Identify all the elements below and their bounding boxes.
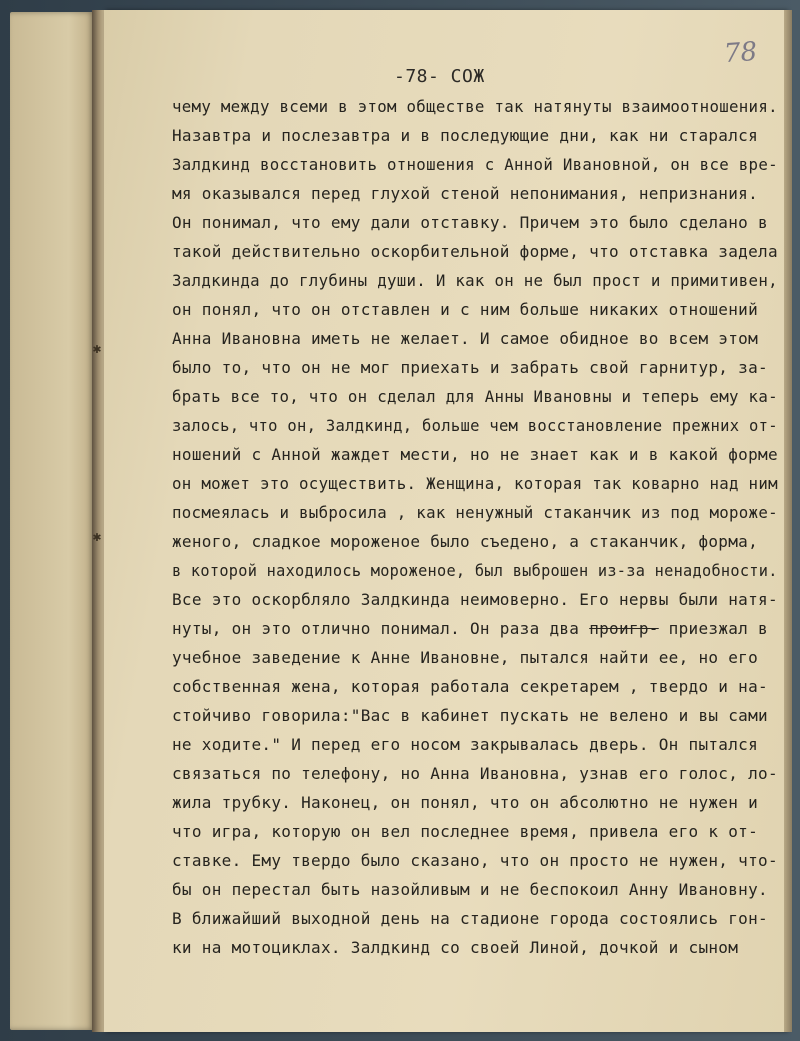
text-line: Залдкинда до глубины души. И как он не был прост и примитивен, bbox=[172, 271, 778, 290]
text-line: брать все то, что он сделал для Анны Ивановны и теперь ему ка- bbox=[172, 387, 778, 406]
struck-out-word: проигр- bbox=[589, 619, 659, 638]
text-line: что игра, которую он вел последнее время, привела его к от- bbox=[172, 822, 759, 841]
text-line: он может это осуществить. Женщина, которая так коварно над ним bbox=[172, 474, 778, 493]
text-line: бы он перестал быть назойливым и не беспокоил Анну Ивановну. bbox=[172, 880, 768, 899]
binding-stitch: ✱ bbox=[92, 341, 102, 357]
binding-stitch: ✱ bbox=[92, 529, 102, 545]
text-line: не ходите." И перед его носом закрывалась дверь. Он пытался bbox=[172, 735, 759, 754]
text-line: он понял, что он отставлен и с ним больше никаких отношений bbox=[172, 300, 759, 319]
text-fragment: приезжал в bbox=[658, 619, 768, 638]
text-line: чему между всеми в этом обществе так натянуты взаимоотношения. bbox=[172, 97, 778, 116]
text-line: Назавтра и послезавтра и в последующие дни, как ни старался bbox=[172, 126, 759, 145]
page-edge bbox=[784, 10, 792, 1032]
text-line: ставке. Ему твердо было сказано, что он просто не нужен, что- bbox=[172, 851, 778, 870]
text-line: мя оказывался перед глухой стеной непонимания, непризнания. bbox=[172, 184, 759, 203]
text-line: Анна Ивановна иметь не желает. И самое обидное во всем этом bbox=[172, 329, 759, 348]
text-line: собственная жена, которая работала секретарем , твердо и на- bbox=[172, 677, 768, 696]
text-line: было то, что он не мог приехать и забрать свой гарнитур, за- bbox=[172, 358, 768, 377]
text-line: ношений с Анной жаждет мести, но не знает как и в какой форме bbox=[172, 445, 778, 464]
text-line: залось, что он, Залдкинд, больше чем восстановление прежних от- bbox=[172, 416, 778, 435]
text-line: связаться по телефону, но Анна Ивановна, узнав его голос, ло- bbox=[172, 764, 778, 783]
text-line: в которой находилось мороженое, был выброшен из-за ненадобности. bbox=[172, 561, 778, 580]
handwritten-folio-number: 78 bbox=[722, 36, 759, 70]
text-line: посмеялась и выбросила , как ненужный стаканчик из под мороже- bbox=[172, 503, 778, 522]
text-line: ки на мотоциклах. Залдкинд со своей Линой, дочкой и сыном bbox=[172, 938, 739, 957]
text-line-with-correction bbox=[172, 614, 768, 643]
text-line: Залдкинд восстановить отношения с Анной Ивановной, он все вре- bbox=[172, 155, 778, 174]
text-line: стойчиво говорила:"Вас в кабинет пускать не велено и вы сами bbox=[172, 706, 768, 725]
text-line: Он понимал, что ему дали отставку. Причем это было сделано в bbox=[172, 213, 768, 232]
left-page-edge bbox=[10, 12, 94, 1030]
text-line: такой действительно оскорбительной форме, что отставка задела bbox=[172, 242, 778, 261]
text-line: жила трубку. Наконец, он понял, что он абсолютно не нужен и bbox=[172, 793, 759, 812]
text-line: Все это оскорбляло Залдкинда неимоверно. Его нервы были натя- bbox=[172, 590, 778, 609]
text-line: учебное заведение к Анне Ивановне, пытался найти ее, но его bbox=[172, 648, 759, 667]
text-line: женого, сладкое мороженое было съедено, а стаканчик, форма, bbox=[172, 532, 759, 551]
page-header: -78- СОЖ bbox=[394, 66, 485, 87]
text-line: В ближайший выходной день на стадионе города состоялись гон- bbox=[172, 909, 768, 928]
text-fragment: нуты, он это отлично понимал. Он раза два bbox=[172, 619, 580, 638]
